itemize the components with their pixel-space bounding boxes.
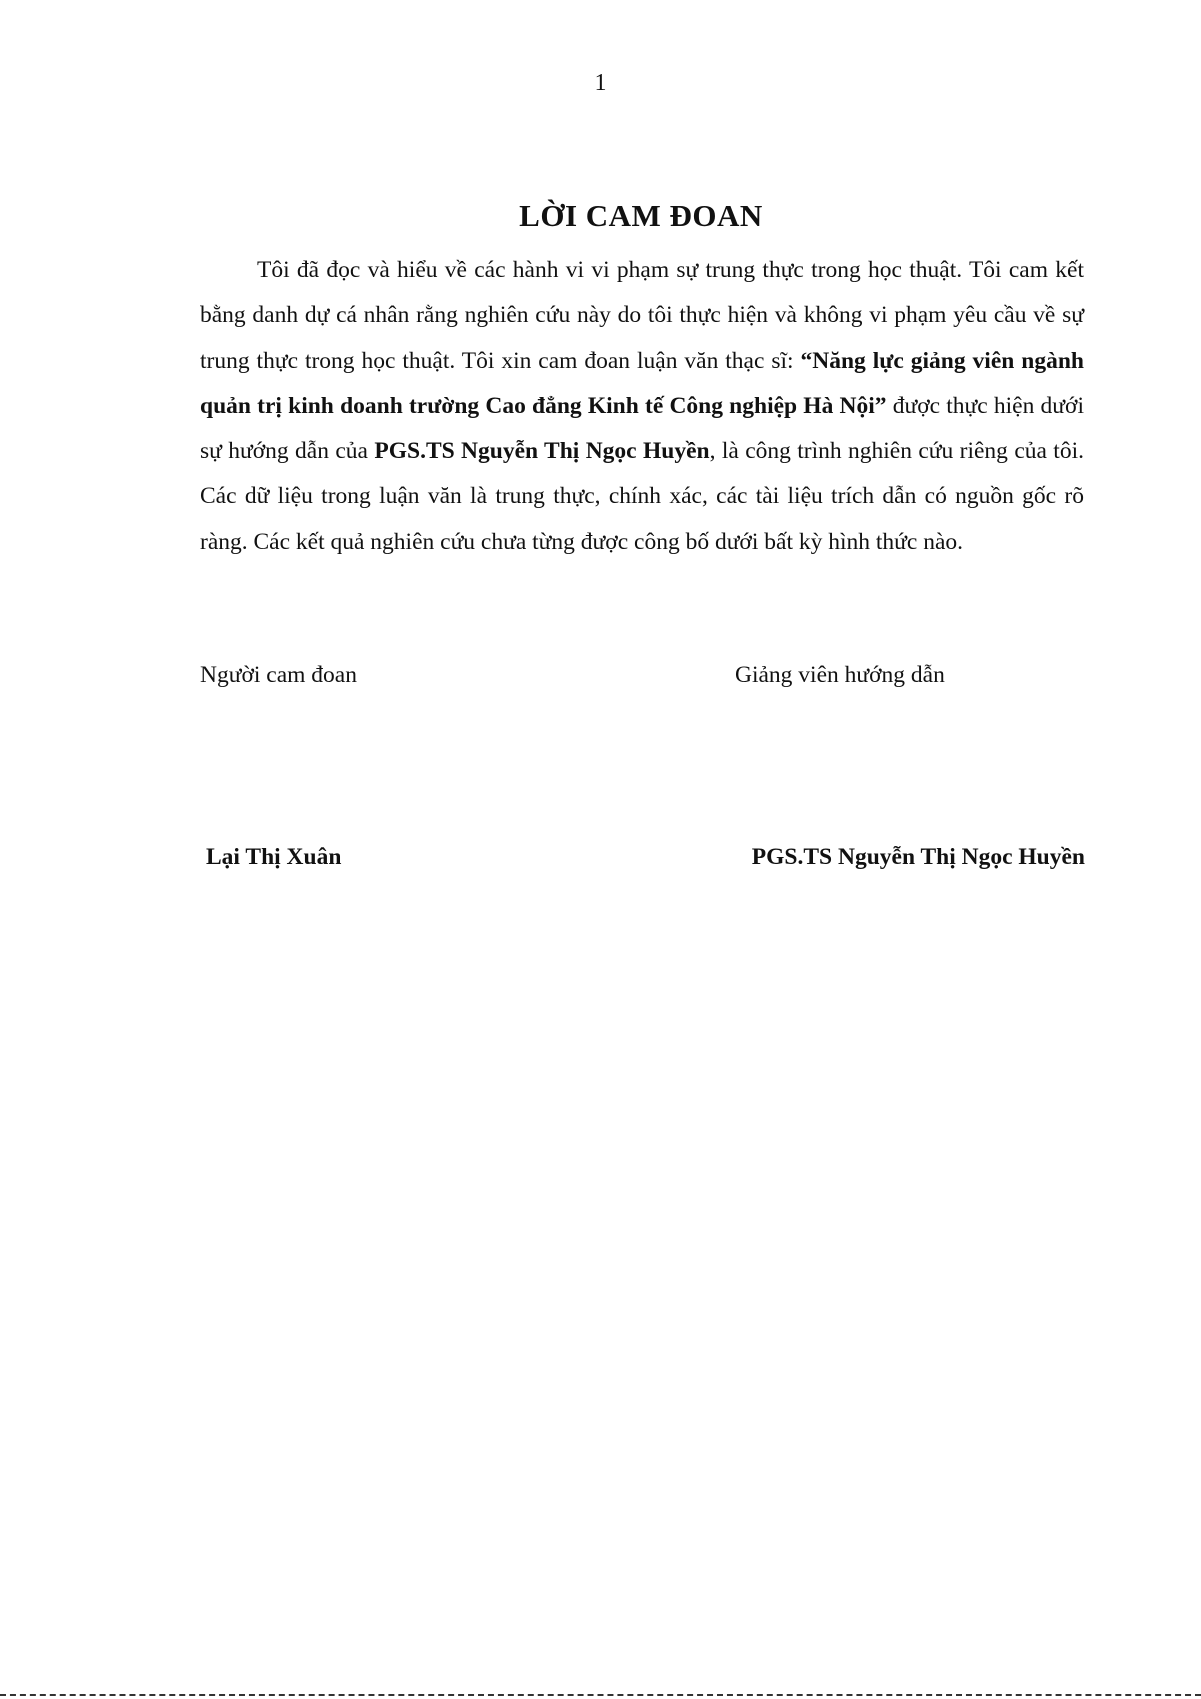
thesis-title: “Năng lực giảng viên ngành quản trị kinh doanh trường Cao đẳng Kinh tế Công nghiệp Hà Nội” (200, 347, 1084, 419)
bottom-divider (0, 1694, 1201, 1696)
declarant-label: Người cam đoan (200, 662, 357, 688)
declarant-name: Lại Thị Xuân (206, 844, 342, 870)
page-title: LỜI CAM ĐOAN (519, 198, 763, 233)
declaration-text-intro: Tôi đã đọc và hiểu về các hành vi vi phạm sự trung thực trong học thuật. Tôi cam kết bằng danh dự cá nhân rằng nghiên cứu này do tôi thực hiện và không vi phạm yêu cầu về sự trung thực trong học thuật. Tôi xin cam đoan luận văn thạc sĩ: (200, 257, 1084, 374)
advisor-name-inline: PGS.TS Nguyễn Thị Ngọc Huyền (374, 438, 710, 465)
declaration-text-guidance: được thực hiện dưới sự hướng dẫn của (200, 392, 1084, 465)
advisor-name: PGS.TS Nguyễn Thị Ngọc Huyền (751, 844, 1085, 870)
advisor-label: Giảng viên hướng dẫn (735, 662, 945, 688)
declaration-text-closing: , là công trình nghiên cứu riêng của tôi. Các dữ liệu trong luận văn là trung thực, chính xác, các tài liệu trích dẫn có nguồn gốc rõ ràng. Các kết quả nghiên cứu chưa từng được công bố dưới bất kỳ hình thức nào. (200, 438, 1084, 555)
declaration-paragraph (200, 248, 1084, 565)
page-number: 1 (594, 70, 607, 96)
